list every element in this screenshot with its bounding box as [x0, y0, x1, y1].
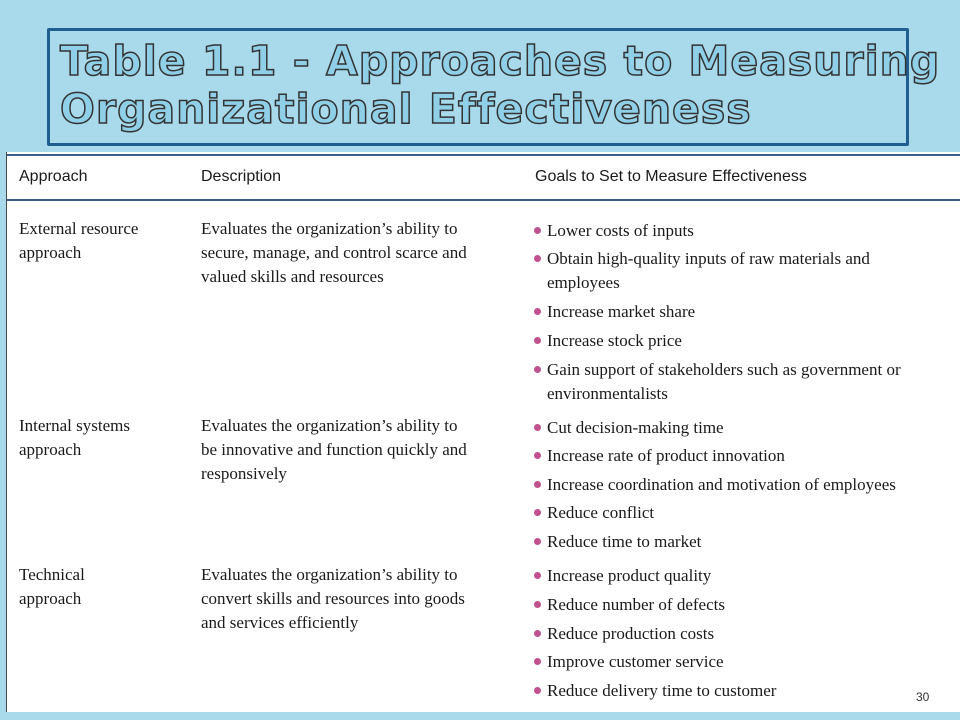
title-box [47, 28, 941, 146]
page-number: 30 [916, 690, 930, 704]
goal-item [534, 247, 897, 295]
goal-item [534, 473, 927, 497]
goal-text: Cut decision-making time [547, 418, 724, 437]
bullet-icon [534, 630, 541, 637]
table-row-description [201, 563, 465, 635]
goal-text: Reduce conflict [547, 503, 655, 522]
slide-title-line2: Organizational Effectiveness [60, 85, 752, 133]
goal-item [534, 564, 927, 588]
approach-text: Internal systems [19, 416, 130, 435]
goal-item [534, 444, 927, 468]
table-top-rule [7, 154, 960, 156]
goal-item [534, 358, 907, 406]
goal-text: Reduce time to market [547, 532, 702, 551]
goal-text: Increase product quality [547, 566, 712, 585]
table-row-approach [19, 414, 130, 462]
goal-text: Reduce delivery time to customer [547, 681, 777, 700]
goal-item [534, 650, 927, 674]
description-text: Evaluates the organization’s ability to [201, 219, 458, 238]
table-row-description [201, 217, 467, 289]
bullet-icon [534, 572, 541, 579]
approach-text: approach [19, 243, 82, 262]
approach-text: Technical [19, 565, 85, 584]
bottom-accent-stripe [0, 712, 960, 720]
goal-item [534, 501, 927, 525]
goal-item [534, 300, 927, 324]
description-text: and services efficiently [201, 613, 359, 632]
goal-text: Increase stock price [547, 331, 682, 350]
table-row-approach [19, 217, 138, 265]
column-header-description: Description [201, 168, 282, 185]
column-header-approach: Approach [19, 168, 88, 185]
goal-text: Obtain high-quality inputs of raw materials and employees [547, 249, 870, 292]
approach-text: External resource [19, 219, 139, 238]
goal-text: Reduce number of defects [547, 595, 725, 614]
bullet-icon [534, 509, 541, 516]
goal-text: Increase market share [547, 302, 696, 321]
goal-item [534, 530, 927, 554]
bullet-icon [534, 227, 541, 234]
goal-item [534, 622, 927, 646]
goal-text: Reduce production costs [547, 624, 715, 643]
bullet-icon [534, 687, 541, 694]
description-text: be innovative and function quickly and [201, 440, 467, 459]
slide-title-line1: Table 1.1 - Approaches to Measuring [60, 37, 941, 85]
slide-title [60, 37, 941, 133]
description-text: Evaluates the organization’s ability to [201, 416, 458, 435]
description-text: Evaluates the organization’s ability to [201, 565, 458, 584]
goal-item [534, 593, 927, 617]
bullet-icon [534, 658, 541, 665]
bullet-icon [534, 308, 541, 315]
approach-text: approach [19, 589, 82, 608]
bullet-icon [534, 481, 541, 488]
goal-item [534, 329, 927, 353]
goal-item [534, 679, 930, 704]
description-text: valued skills and resources [201, 267, 384, 286]
description-text: secure, manage, and control scarce and [201, 243, 467, 262]
approach-text: approach [19, 440, 82, 459]
bullet-icon [534, 538, 541, 545]
goal-text: Improve customer service [547, 652, 724, 671]
goal-text: Increase rate of product innovation [547, 446, 785, 465]
table-header-rule [7, 199, 960, 201]
bullet-icon [534, 452, 541, 459]
bullet-icon [534, 337, 541, 344]
bullet-icon [534, 255, 541, 262]
goal-text: Gain support of stakeholders such as government or environmentalists [547, 360, 901, 403]
column-header-goals: Goals to Set to Measure Effectiveness [535, 168, 807, 185]
table-row-description [201, 414, 467, 486]
goal-item [534, 416, 927, 440]
goal-text: Increase coordination and motivation of employees [547, 475, 896, 494]
bullet-icon [534, 366, 541, 373]
bullet-icon [534, 601, 541, 608]
bullet-icon [534, 424, 541, 431]
description-text: convert skills and resources into goods [201, 589, 465, 608]
goal-item [534, 219, 927, 243]
table-row-approach [19, 563, 85, 611]
goal-text: Lower costs of inputs [547, 221, 694, 240]
description-text: responsively [201, 464, 287, 483]
